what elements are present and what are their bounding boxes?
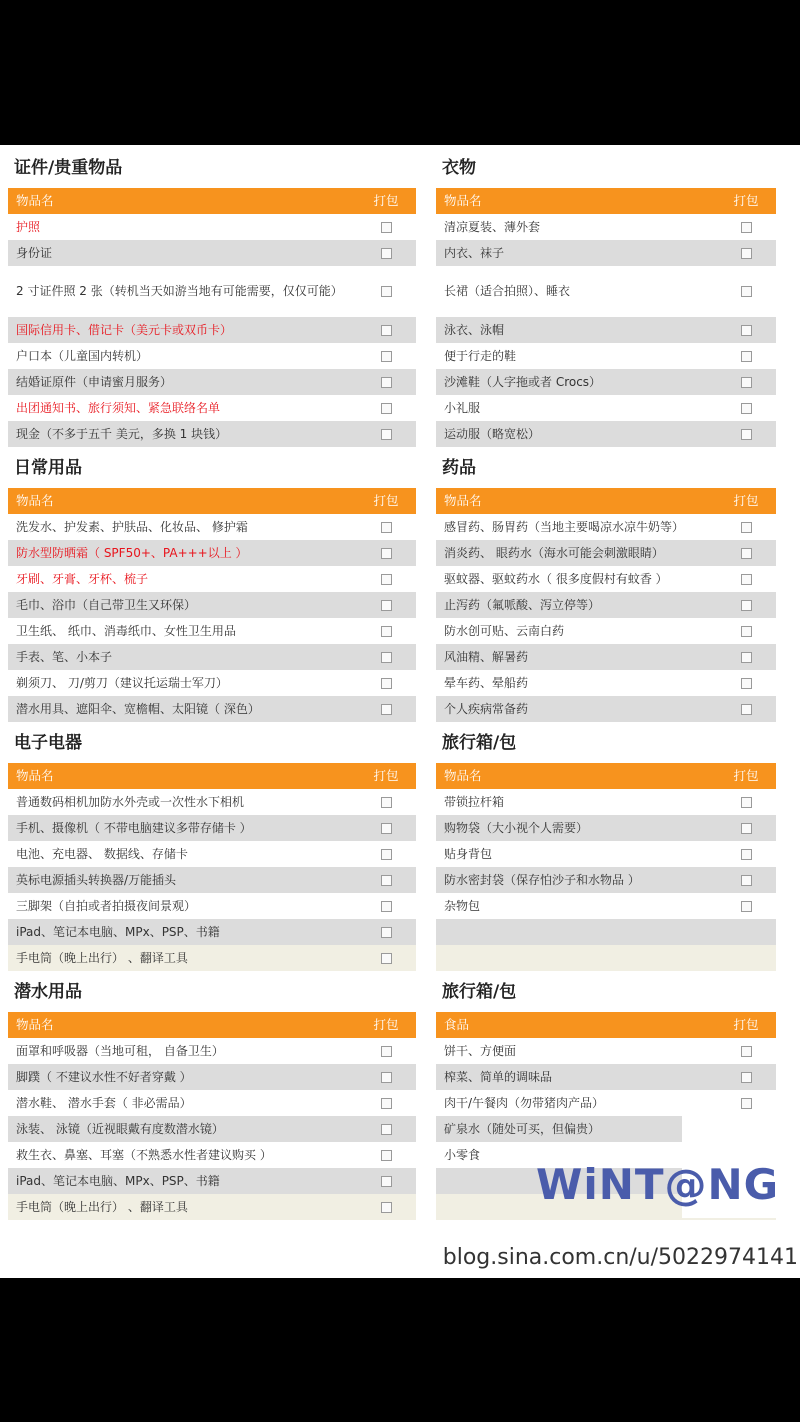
pack-checkbox[interactable] bbox=[741, 875, 752, 886]
pack-cell bbox=[356, 377, 416, 388]
table-row bbox=[436, 240, 776, 266]
table-header bbox=[436, 488, 776, 514]
pack-cell bbox=[716, 286, 776, 297]
table-row bbox=[8, 867, 416, 893]
item-name: 运动服（略宽松） bbox=[444, 426, 541, 441]
table-header bbox=[8, 763, 416, 789]
pack-checkbox[interactable] bbox=[381, 704, 392, 715]
item-name: 手表、笔、小本子 bbox=[16, 649, 113, 664]
item-name: 英标电源插头转换器/万能插头 bbox=[16, 872, 177, 887]
pack-checkbox[interactable] bbox=[741, 1046, 752, 1057]
pack-cell bbox=[356, 1098, 416, 1109]
item-name: 防水密封袋（保存怕沙子和水物品 ） bbox=[444, 872, 640, 887]
pack-checkbox[interactable] bbox=[381, 222, 392, 233]
table-row bbox=[436, 696, 776, 722]
item-name: 风油精、解暑药 bbox=[444, 649, 529, 664]
item-name: 饼干、方便面 bbox=[444, 1043, 517, 1058]
checklist-table bbox=[436, 188, 776, 447]
item-name: iPad、笔记本电脑、MPx、PSP、书籍 bbox=[16, 924, 220, 939]
table-header bbox=[8, 188, 416, 214]
pack-cell bbox=[356, 222, 416, 233]
checklist-table bbox=[8, 763, 416, 971]
table-row bbox=[8, 214, 416, 240]
pack-checkbox[interactable] bbox=[381, 1046, 392, 1057]
table-header bbox=[8, 1012, 416, 1038]
pack-cell bbox=[356, 574, 416, 585]
pack-checkbox[interactable] bbox=[741, 1098, 752, 1109]
pack-checkbox[interactable] bbox=[381, 823, 392, 834]
pack-checkbox[interactable] bbox=[741, 652, 752, 663]
pack-checkbox[interactable] bbox=[381, 1124, 392, 1135]
item-name: 面罩和呼吸器（当地可租， 自备卫生） bbox=[16, 1043, 224, 1058]
table-row bbox=[8, 1116, 416, 1142]
item-name: 三脚架（自拍或者拍摄夜间景观） bbox=[16, 898, 197, 913]
pack-cell bbox=[716, 403, 776, 414]
table-row bbox=[8, 618, 416, 644]
checklist-table bbox=[8, 488, 416, 722]
pack-checkbox[interactable] bbox=[381, 927, 392, 938]
pack-checkbox[interactable] bbox=[741, 248, 752, 259]
section-title: 证件/贵重物品 bbox=[14, 158, 123, 178]
pack-checkbox[interactable] bbox=[381, 652, 392, 663]
header-item-name: 物品名 bbox=[16, 1017, 54, 1032]
pack-checkbox[interactable] bbox=[741, 626, 752, 637]
pack-cell bbox=[356, 1150, 416, 1161]
pack-cell bbox=[356, 953, 416, 964]
pack-checkbox[interactable] bbox=[381, 351, 392, 362]
pack-cell bbox=[356, 901, 416, 912]
table-row bbox=[436, 395, 776, 421]
header-item-name: 物品名 bbox=[444, 768, 482, 783]
section-title: 旅行箱/包 bbox=[442, 982, 517, 1002]
pack-checkbox[interactable] bbox=[381, 849, 392, 860]
item-name: 手机、摄像机（ 不带电脑建议多带存储卡 ） bbox=[16, 820, 252, 835]
item-name: 泳衣、泳帽 bbox=[444, 322, 505, 337]
pack-cell bbox=[356, 1176, 416, 1187]
table-row bbox=[436, 1064, 776, 1090]
table-row bbox=[436, 789, 776, 815]
table-row bbox=[436, 945, 776, 971]
pack-checkbox[interactable] bbox=[741, 403, 752, 414]
pack-cell bbox=[716, 1072, 776, 1083]
pack-cell bbox=[356, 248, 416, 259]
item-name: 电池、充电器、 数据线、存储卡 bbox=[16, 846, 188, 861]
pack-cell bbox=[356, 652, 416, 663]
item-name: 普通数码相机加防水外壳或一次性水下相机 bbox=[16, 794, 245, 809]
table-row bbox=[436, 421, 776, 447]
table-row bbox=[8, 421, 416, 447]
item-name: 毛巾、浴巾（自己带卫生又环保） bbox=[16, 597, 197, 612]
table-row bbox=[436, 867, 776, 893]
table-row bbox=[8, 919, 416, 945]
pack-cell bbox=[356, 403, 416, 414]
pack-checkbox[interactable] bbox=[381, 1176, 392, 1187]
item-name: 止泻药（氟哌酸、泻立停等） bbox=[444, 597, 601, 612]
pack-checkbox[interactable] bbox=[381, 522, 392, 533]
table-row bbox=[8, 317, 416, 343]
pack-cell bbox=[356, 600, 416, 611]
header-item-name: 物品名 bbox=[16, 193, 54, 208]
header-pack: 打包 bbox=[373, 1017, 399, 1032]
header-pack: 打包 bbox=[733, 1017, 759, 1032]
pack-cell bbox=[716, 377, 776, 388]
checklist-table bbox=[436, 763, 776, 971]
pack-checkbox[interactable] bbox=[381, 286, 392, 297]
pack-checkbox[interactable] bbox=[381, 1072, 392, 1083]
table-row bbox=[8, 945, 416, 971]
item-name: 现金（不多于五千 美元，多换 1 块钱） bbox=[16, 426, 228, 441]
header-item-name: 物品名 bbox=[16, 768, 54, 783]
item-name: 牙刷、牙膏、牙杯、梳子 bbox=[16, 571, 149, 586]
item-name: 内衣、袜子 bbox=[444, 245, 505, 260]
item-name: 结婚证原件（申请蜜月服务） bbox=[16, 374, 173, 389]
pack-cell bbox=[356, 1124, 416, 1135]
pack-checkbox[interactable] bbox=[741, 574, 752, 585]
table-row bbox=[8, 240, 416, 266]
pack-cell bbox=[716, 823, 776, 834]
item-name: 肉干/午餐肉（勿带猪肉产品） bbox=[444, 1095, 605, 1110]
pack-checkbox[interactable] bbox=[381, 1150, 392, 1161]
item-name: 洗发水、护发素、护肤品、化妆品、 修护霜 bbox=[16, 519, 248, 534]
table-header bbox=[436, 1012, 776, 1038]
pack-cell bbox=[356, 823, 416, 834]
pack-checkbox[interactable] bbox=[741, 429, 752, 440]
table-row bbox=[8, 514, 416, 540]
pack-cell bbox=[356, 797, 416, 808]
table-row bbox=[436, 644, 776, 670]
pack-cell bbox=[356, 351, 416, 362]
header-item-name: 物品名 bbox=[444, 193, 482, 208]
pack-checkbox[interactable] bbox=[381, 548, 392, 559]
pack-cell bbox=[716, 1046, 776, 1057]
table-row bbox=[436, 514, 776, 540]
header-pack: 打包 bbox=[733, 193, 759, 208]
item-name: 手电筒（晚上出行） 、翻译工具 bbox=[16, 950, 188, 965]
pack-cell bbox=[356, 522, 416, 533]
item-name: 购物袋（大小视个人需要） bbox=[444, 820, 589, 835]
pack-checkbox[interactable] bbox=[741, 548, 752, 559]
section-1 bbox=[436, 148, 776, 447]
pack-checkbox[interactable] bbox=[741, 351, 752, 362]
pack-checkbox[interactable] bbox=[381, 574, 392, 585]
pack-checkbox[interactable] bbox=[741, 377, 752, 388]
pack-cell bbox=[356, 927, 416, 938]
pack-cell bbox=[356, 325, 416, 336]
section-0 bbox=[8, 148, 416, 447]
pack-cell bbox=[716, 522, 776, 533]
pack-checkbox[interactable] bbox=[381, 248, 392, 259]
item-name: 便于行走的鞋 bbox=[444, 348, 517, 363]
pack-checkbox[interactable] bbox=[741, 222, 752, 233]
item-name: 护照 bbox=[16, 219, 41, 234]
item-name: 手电筒（晚上出行） 、翻译工具 bbox=[16, 1199, 188, 1214]
pack-checkbox[interactable] bbox=[381, 600, 392, 611]
pack-cell bbox=[716, 626, 776, 637]
pack-checkbox[interactable] bbox=[741, 286, 752, 297]
checklist-table bbox=[8, 188, 416, 447]
table-row bbox=[8, 1038, 416, 1064]
pack-cell bbox=[356, 626, 416, 637]
table-row bbox=[8, 644, 416, 670]
table-row bbox=[8, 893, 416, 919]
pack-checkbox[interactable] bbox=[381, 875, 392, 886]
pack-cell bbox=[716, 248, 776, 259]
pack-checkbox[interactable] bbox=[741, 823, 752, 834]
pack-checkbox[interactable] bbox=[381, 626, 392, 637]
wintong-logo: WiNT@NG bbox=[536, 1160, 780, 1209]
item-name: 户口本（儿童国内转机） bbox=[16, 348, 149, 363]
pack-cell bbox=[356, 1202, 416, 1213]
pack-checkbox[interactable] bbox=[381, 678, 392, 689]
section-title: 药品 bbox=[442, 458, 476, 478]
table-row bbox=[436, 566, 776, 592]
item-name: 潜水用具、遮阳伞、宽檐帽、太阳镜（ 深色） bbox=[16, 701, 260, 716]
pack-checkbox[interactable] bbox=[381, 1202, 392, 1213]
table-row bbox=[8, 670, 416, 696]
pack-cell bbox=[716, 849, 776, 860]
pack-checkbox[interactable] bbox=[381, 901, 392, 912]
section-title: 电子电器 bbox=[14, 733, 82, 753]
header-pack: 打包 bbox=[373, 768, 399, 783]
item-name: 感冒药、肠胃药（当地主要喝凉水凉牛奶等） bbox=[444, 519, 685, 534]
section-6 bbox=[8, 972, 416, 1220]
section-5 bbox=[436, 723, 776, 971]
table-row bbox=[8, 841, 416, 867]
item-name: 防水创可贴、云南白药 bbox=[444, 623, 565, 638]
pack-cell bbox=[716, 1098, 776, 1109]
table-row bbox=[8, 789, 416, 815]
item-name: 小零食 bbox=[444, 1147, 481, 1162]
table-header bbox=[436, 188, 776, 214]
pack-checkbox[interactable] bbox=[741, 522, 752, 533]
pack-checkbox[interactable] bbox=[741, 901, 752, 912]
item-name: 身份证 bbox=[16, 245, 53, 260]
table-row bbox=[8, 540, 416, 566]
pack-cell bbox=[356, 1072, 416, 1083]
item-name: 国际信用卡、借记卡（美元卡或双币卡） bbox=[16, 322, 233, 337]
header-pack: 打包 bbox=[373, 493, 399, 508]
section-title: 潜水用品 bbox=[14, 982, 82, 1002]
table-row bbox=[8, 369, 416, 395]
pack-cell bbox=[716, 797, 776, 808]
table-row bbox=[8, 1090, 416, 1116]
table-row bbox=[8, 343, 416, 369]
table-row bbox=[436, 592, 776, 618]
table-row bbox=[8, 395, 416, 421]
pack-checkbox[interactable] bbox=[741, 325, 752, 336]
item-name: 长裙（适合拍照）、睡衣 bbox=[444, 284, 571, 298]
pack-checkbox[interactable] bbox=[381, 377, 392, 388]
item-name: 2 寸证件照 2 张（转机当天如游当地有可能需要，仅仅可能） bbox=[16, 284, 343, 298]
item-name: 驱蚊器、驱蚊药水（ 很多度假村有蚊香 ） bbox=[444, 571, 668, 586]
pack-checkbox[interactable] bbox=[741, 704, 752, 715]
pack-checkbox[interactable] bbox=[741, 849, 752, 860]
pack-cell bbox=[356, 849, 416, 860]
table-row bbox=[436, 317, 776, 343]
item-name: 泳装、 泳镜（近视眼戴有度数潜水镜） bbox=[16, 1121, 224, 1136]
pack-cell bbox=[356, 1046, 416, 1057]
item-name: 带锁拉杆箱 bbox=[444, 794, 505, 809]
table-row bbox=[8, 696, 416, 722]
table-row bbox=[436, 540, 776, 566]
pack-cell bbox=[356, 704, 416, 715]
checklist-table bbox=[8, 1012, 416, 1220]
item-name: 防水型防晒霜（ SPF50+、PA+++以上 ） bbox=[16, 545, 248, 560]
table-row bbox=[436, 369, 776, 395]
item-name: 出团通知书、旅行须知、紧急联络名单 bbox=[16, 400, 221, 415]
table-row bbox=[436, 815, 776, 841]
header-pack: 打包 bbox=[733, 768, 759, 783]
table-row bbox=[436, 670, 776, 696]
item-name: 贴身背包 bbox=[444, 846, 493, 861]
table-row bbox=[8, 592, 416, 618]
item-name: 潜水鞋、 潜水手套（ 非必需品） bbox=[16, 1095, 192, 1110]
pack-checkbox[interactable] bbox=[741, 678, 752, 689]
item-name: iPad、笔记本电脑、MPx、PSP、书籍 bbox=[16, 1173, 220, 1188]
item-name: 小礼服 bbox=[444, 400, 481, 415]
table-row bbox=[8, 1142, 416, 1168]
header-item-name: 食品 bbox=[444, 1017, 470, 1032]
pack-cell bbox=[716, 678, 776, 689]
table-row bbox=[436, 841, 776, 867]
table-row bbox=[8, 266, 416, 317]
table-row bbox=[8, 1194, 416, 1220]
pack-checkbox[interactable] bbox=[381, 797, 392, 808]
table-header bbox=[8, 488, 416, 514]
item-name: 榨菜、简单的调味品 bbox=[444, 1069, 553, 1084]
table-row bbox=[436, 1038, 776, 1064]
pack-checkbox[interactable] bbox=[381, 429, 392, 440]
header-item-name: 物品名 bbox=[444, 493, 482, 508]
pack-cell bbox=[716, 429, 776, 440]
pack-checkbox[interactable] bbox=[381, 403, 392, 414]
table-header bbox=[436, 763, 776, 789]
pack-checkbox[interactable] bbox=[741, 600, 752, 611]
pack-cell bbox=[356, 875, 416, 886]
item-name: 消炎药、 眼药水（海水可能会刺激眼睛） bbox=[444, 545, 664, 560]
pack-cell bbox=[716, 325, 776, 336]
table-row bbox=[436, 343, 776, 369]
pack-cell bbox=[716, 600, 776, 611]
blog-watermark: blog.sina.com.cn/u/5022974141 bbox=[442, 1245, 798, 1270]
item-name: 脚蹼（ 不建议水性不好者穿戴 ） bbox=[16, 1069, 192, 1084]
header-pack: 打包 bbox=[733, 493, 759, 508]
item-name: 剃须刀、 刀/剪刀（建议托运瑞士军刀） bbox=[16, 675, 228, 690]
section-3 bbox=[436, 448, 776, 722]
pack-cell bbox=[356, 429, 416, 440]
pack-cell bbox=[356, 678, 416, 689]
item-name: 卫生纸、 纸巾、消毒纸巾、女性卫生用品 bbox=[16, 623, 236, 638]
pack-cell bbox=[356, 286, 416, 297]
pack-cell bbox=[716, 351, 776, 362]
pack-cell bbox=[716, 574, 776, 585]
item-name: 矿泉水（随处可买，但偏贵） bbox=[444, 1121, 601, 1136]
pack-cell bbox=[716, 875, 776, 886]
section-2 bbox=[8, 448, 416, 722]
table-row bbox=[436, 266, 776, 317]
item-name: 杂物包 bbox=[444, 898, 481, 913]
section-title: 衣物 bbox=[442, 158, 476, 178]
item-name: 个人疾病常备药 bbox=[444, 701, 529, 716]
table-row bbox=[436, 919, 776, 945]
item-name: 沙滩鞋（人字拖或者 Crocs） bbox=[444, 374, 602, 389]
item-name: 晕车药、晕船药 bbox=[444, 675, 529, 690]
pack-cell bbox=[716, 548, 776, 559]
item-name: 清凉夏装、薄外套 bbox=[444, 219, 541, 234]
header-item-name: 物品名 bbox=[16, 493, 54, 508]
pack-checkbox[interactable] bbox=[381, 953, 392, 964]
pack-cell bbox=[716, 222, 776, 233]
pack-checkbox[interactable] bbox=[381, 325, 392, 336]
table-row bbox=[8, 1064, 416, 1090]
table-row bbox=[8, 566, 416, 592]
pack-checkbox[interactable] bbox=[381, 1098, 392, 1109]
table-row bbox=[436, 618, 776, 644]
pack-cell bbox=[716, 704, 776, 715]
pack-checkbox[interactable] bbox=[741, 1072, 752, 1083]
pack-checkbox[interactable] bbox=[741, 797, 752, 808]
header-pack: 打包 bbox=[373, 193, 399, 208]
pack-cell bbox=[716, 901, 776, 912]
table-row bbox=[436, 214, 776, 240]
section-title: 旅行箱/包 bbox=[442, 733, 517, 753]
pack-cell bbox=[356, 548, 416, 559]
pack-cell bbox=[716, 652, 776, 663]
table-row bbox=[8, 1168, 416, 1194]
section-title: 日常用品 bbox=[14, 458, 82, 478]
table-row bbox=[436, 893, 776, 919]
section-4 bbox=[8, 723, 416, 971]
item-name: 救生衣、鼻塞、耳塞（不熟悉水性者建议购买 ） bbox=[16, 1147, 272, 1162]
table-row bbox=[8, 815, 416, 841]
checklist-table bbox=[436, 488, 776, 722]
